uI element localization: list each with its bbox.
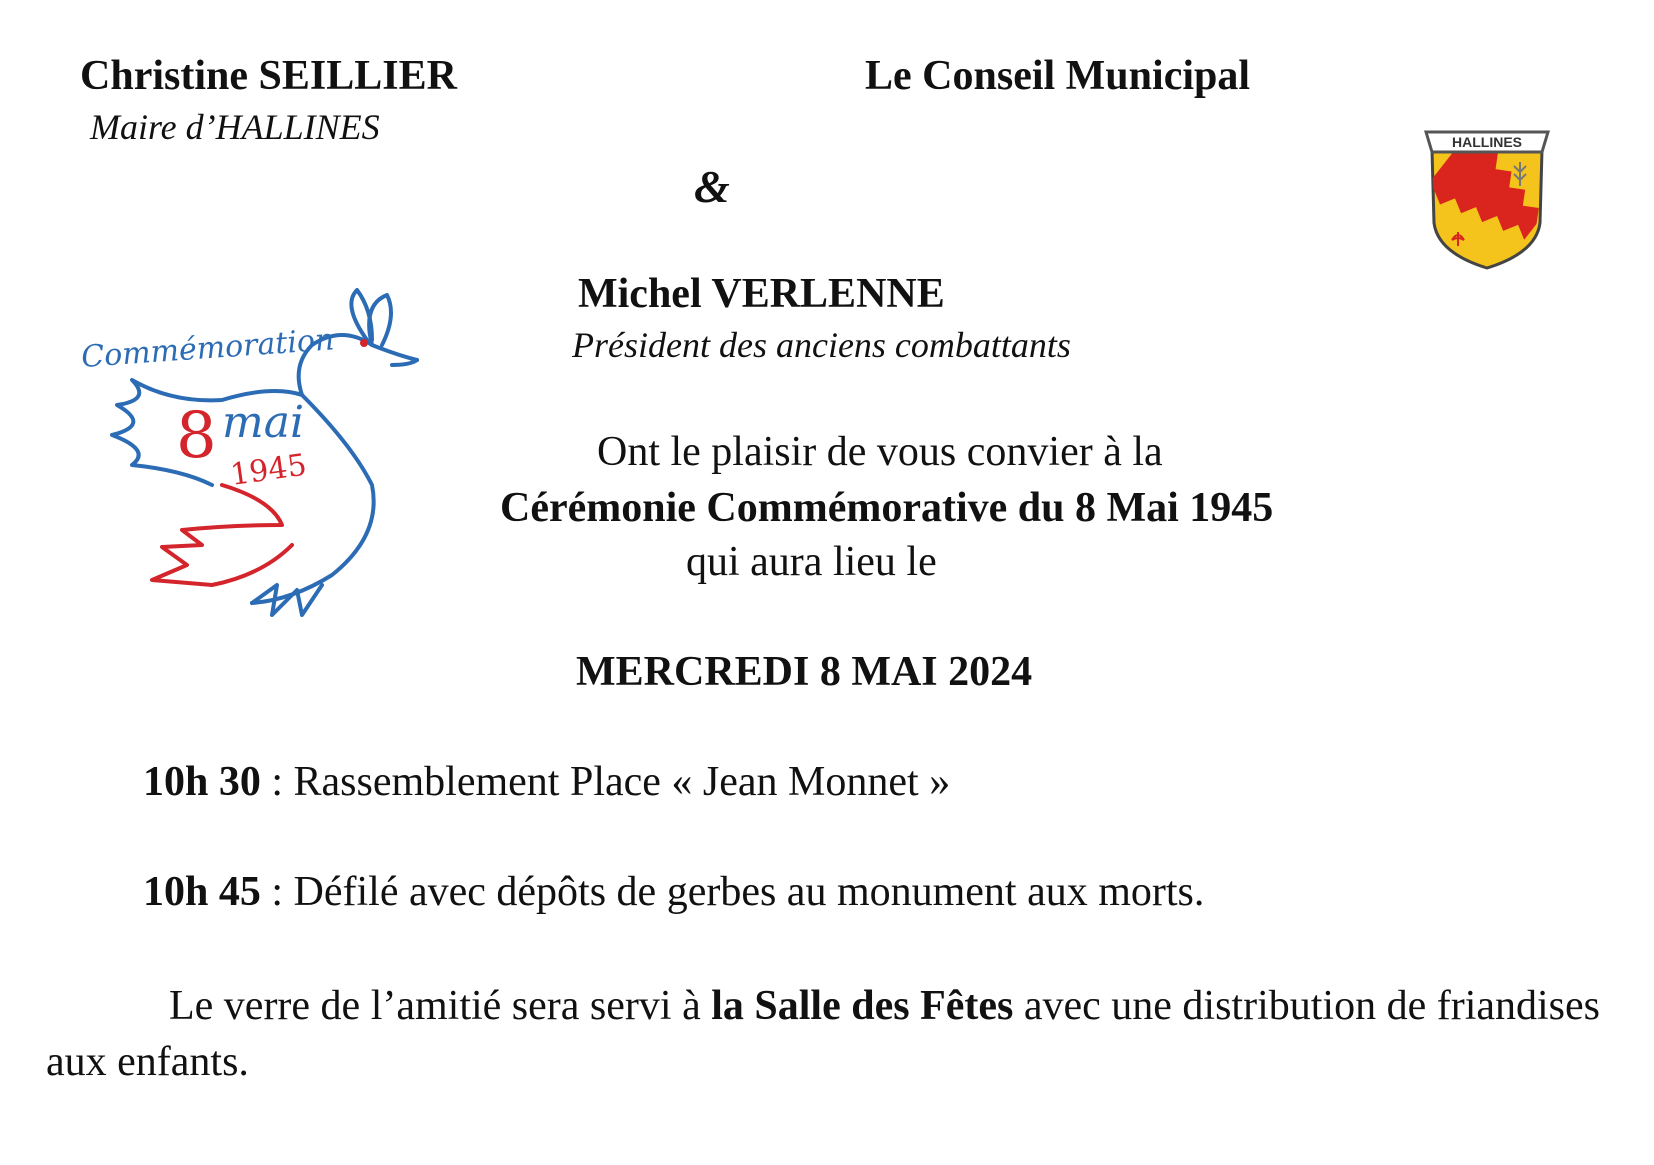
ceremony-title: Cérémonie Commémorative du 8 Mai 1945: [500, 485, 1274, 531]
ampersand: &: [694, 161, 730, 212]
schedule-text: Rassemblement Place « Jean Monnet »: [293, 759, 951, 805]
schedule-separator: :: [260, 869, 294, 915]
schedule-separator: :: [260, 759, 294, 805]
invitation-line: Ont le plaisir de vous convier à la: [597, 429, 1163, 475]
commemoration-dove-logo: [72, 285, 452, 625]
logo-day: 8: [176, 399, 217, 473]
hallines-crest-icon: [1424, 128, 1550, 272]
president-title: Président des anciens combattants: [572, 325, 1071, 365]
dove-tail: [152, 485, 292, 585]
president-name: Michel VERLENNE: [578, 271, 945, 317]
closing-paragraph: [46, 978, 1606, 1090]
closing-text: avec une distribution de friandises aux enfants.: [46, 983, 1601, 1085]
logo-month: mai: [222, 397, 305, 448]
schedule-text: Défilé avec dépôts de gerbes au monument aux morts.: [293, 869, 1205, 915]
venue-name: la Salle des Fêtes: [711, 983, 1014, 1029]
schedule-item: [143, 758, 950, 806]
municipal-council: Le Conseil Municipal: [865, 53, 1251, 99]
dove-eye: [360, 339, 368, 347]
event-date: MERCREDI 8 MAI 2024: [576, 649, 1033, 695]
logo-script-text: Commémoration: [80, 322, 336, 375]
schedule-item: [143, 868, 1204, 916]
closing-text: Le verre de l’amitié sera servi à: [169, 983, 712, 1029]
mayor-name: Christine SEILLIER: [80, 53, 457, 99]
logo-year: 1945: [228, 447, 309, 493]
schedule-time: 10h 30: [143, 759, 261, 805]
schedule-time: 10h 45: [143, 869, 261, 915]
invitation-line: qui aura lieu le: [686, 539, 937, 585]
mayor-title: Maire d’HALLINES: [90, 107, 380, 147]
crest-label: HALLINES: [1452, 134, 1522, 150]
